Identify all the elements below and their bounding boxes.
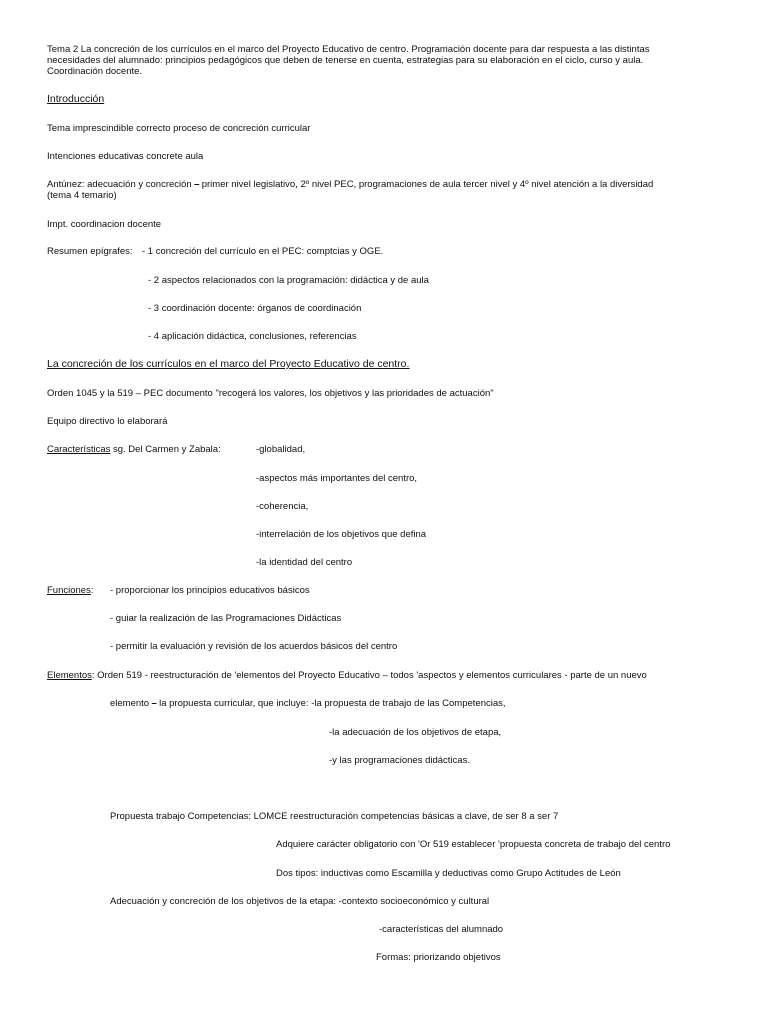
propuesta-line-1: Propuesta trabajo Competencias: LOMCE reestructuración competencias básicas a clave, de ser 8 a ser 7 <box>110 811 559 822</box>
antunez-line-1: Antúnez: adecuación y concreción ⎯ primer nivel legislativo, 2º nivel PEC, programaciones de aula tercer nivel y 4º nivel atención a la diversidad <box>47 179 654 190</box>
impt-line: Impt. coordinacion docente <box>47 219 162 230</box>
funciones-label: Funciones <box>47 585 91 596</box>
orden-line: Orden 1045 y la 519 – PEC documento "recogerá los valores, los objetivos y las prioridades de actuación" <box>47 388 494 399</box>
caracteristicas-item: -coherencia, <box>256 501 309 512</box>
funciones-colon: : <box>90 585 94 596</box>
caracteristicas-item: -aspectos más importantes del centro, <box>256 473 418 484</box>
title-line-3: Coordinación docente. <box>47 66 143 77</box>
resumen-item: - 1 concreción del currículo en el PEC: comptcias y OGE. <box>142 246 384 257</box>
funciones-item: - proporcionar los principios educativos básicos <box>110 585 310 596</box>
resumen-label: Resumen epígrafes: <box>47 246 133 257</box>
section-heading: La concreción de los currículos en el marco del Proyecto Educativo de centro. <box>47 358 410 370</box>
title-line-1: Tema 2 La concreción de los currículos en el marco del Proyecto Educativo de centro. Programación docente para dar respuesta a las distintas <box>47 44 650 55</box>
adecuacion-line-3: Formas: priorizando objetivos <box>376 952 501 963</box>
intro-heading: Introducción <box>47 93 105 105</box>
funciones-line <box>47 585 93 596</box>
caracteristicas-item: -interrelación de los objetivos que defina <box>256 529 427 540</box>
resumen-item: - 2 aspectos relacionados con la programación: didáctica y de aula <box>148 275 429 286</box>
adecuacion-line-2: -características del alumnado <box>379 924 504 935</box>
propuesta-line-2: Adquiere carácter obligatorio con 'Or 519 establecer 'propuesta concreta de trabajo del centro <box>276 839 671 850</box>
elementos-line <box>47 670 647 681</box>
funciones-item: - permitir la evaluación y revisión de los acuerdos básicos del centro <box>110 641 398 652</box>
title-line-2: necesidades del alumnado: principios pedagógicos que deben de tenerse en cuenta, estrategias para su elaboración en el ciclo, curso y aula. <box>47 55 644 66</box>
intro-line-1: Tema imprescindible correcto proceso de concreción curricular <box>47 123 311 134</box>
caracteristicas-rest: sg. Del Carmen y Zabala: <box>110 444 221 455</box>
caracteristicas-label: Características <box>47 444 111 455</box>
elementos-line-2: elemento ⎯ la propuesta curricular, que incluye: -la propuesta de trabajo de las Competencias, <box>110 698 506 709</box>
resumen-item: - 3 coordinación docente: órganos de coordinación <box>148 303 362 314</box>
elementos-item: -la adecuación de los objetivos de etapa, <box>329 727 502 738</box>
equipo-line: Equipo directivo lo elaborará <box>47 416 168 427</box>
elementos-label: Elementos <box>47 670 92 681</box>
caracteristicas-line <box>47 444 221 455</box>
elementos-rest: : Orden 519 - reestructuración de 'elementos del Proyecto Educativo – todos 'aspectos y elementos curriculares - parte de un nuevo <box>91 670 647 681</box>
antunez-line-2: (tema 4 temario) <box>47 190 117 201</box>
elementos-item: -y las programaciones didácticas. <box>329 755 470 766</box>
intro-line-2: Intenciones educativas concrete aula <box>47 151 204 162</box>
propuesta-line-3: Dos tipos: inductivas como Escamilla y deductivas como Grupo Actitudes de León <box>276 868 621 879</box>
adecuacion-line-1: Adecuación y concreción de los objetivos de la etapa: -contexto socioeconómico y cultural <box>110 896 490 907</box>
funciones-item: - guiar la realización de las Programaciones Didácticas <box>110 613 342 624</box>
caracteristicas-item: -la identidad del centro <box>256 557 353 568</box>
resumen-item: - 4 aplicación didáctica, conclusiones, referencias <box>148 331 357 342</box>
caracteristicas-item: -globalidad, <box>256 444 306 455</box>
